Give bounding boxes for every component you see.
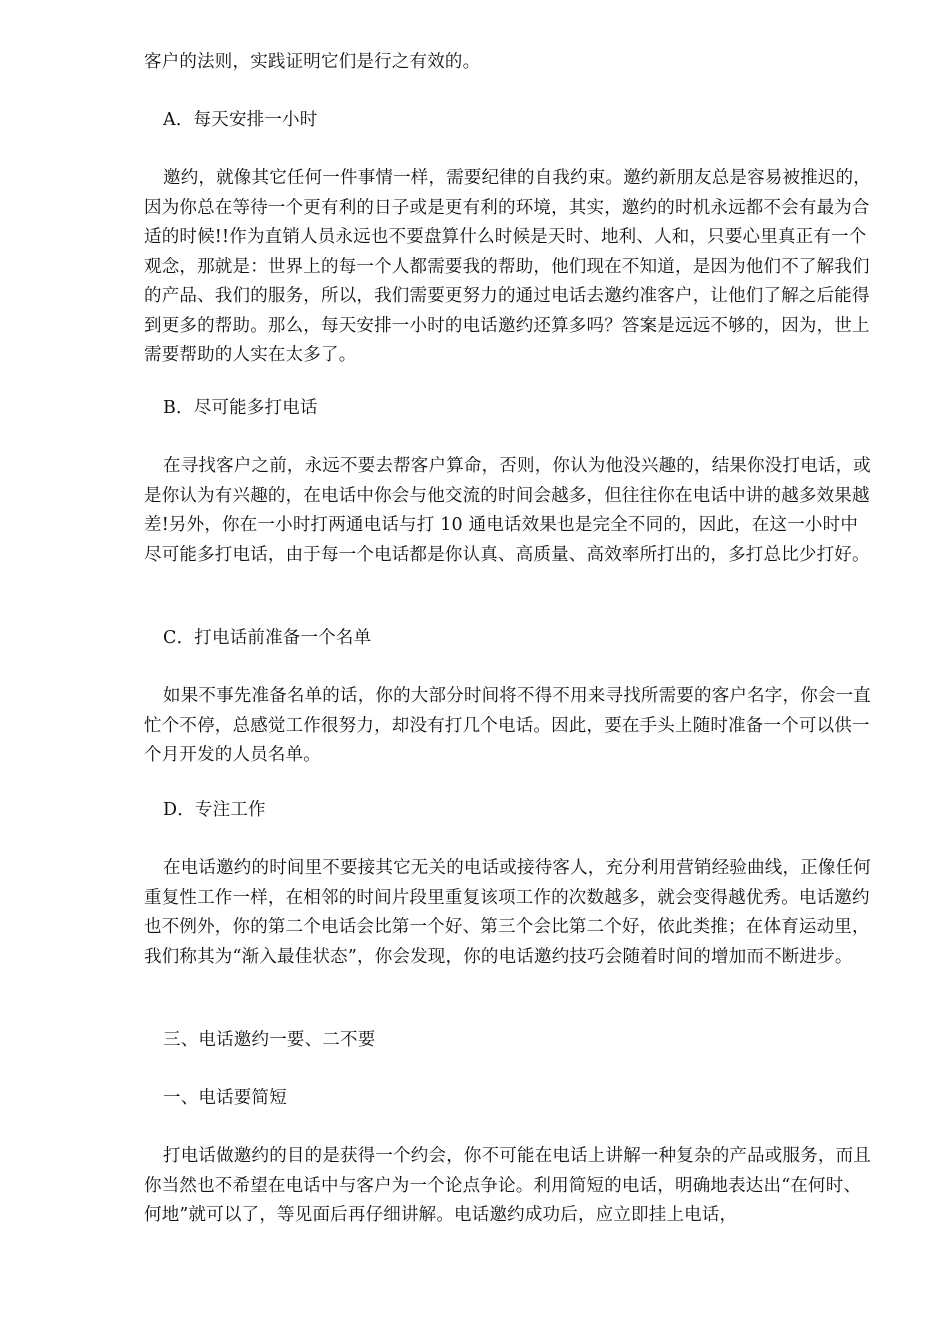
section-a-heading: A．每天安排一小时 <box>163 110 318 130</box>
section-c-heading: C．打电话前准备一个名单 <box>163 628 372 648</box>
section-a-body: 邀约，就像其它任何一件事情一样，需要纪律的自我约束。邀约新朋友总是容易被推迟的，因为你总在等待一个更有利的日子或是更有利的环境，其实，邀约的时机永远都不会有最为合适的时候!!作为直销人员永远也不要盘算什么时候是天时、地利、人和，只要心里真正有一个观念，那就是：世界上的每一个人都需要我的帮助，他们现在不知道，是因为他们不了解我们的产品、我们的服务，所以，我们需要更努力的通过电话去邀约准客户，让他们了解之后能得到更多的帮助。那么，每天安排一小时的电话邀约还算多吗？答案是远远不够的，因为，世上需要帮助的人实在太多了。 <box>144 168 871 365</box>
sub-heading: 一、电话要简短 <box>163 1088 287 1108</box>
section-b-heading: B．尽可能多打电话 <box>163 398 318 418</box>
section-c-body: 如果不事先准备名单的话，你的大部分时间将不得不用来寻找所需要的客户名字，你会一直忙个不停，总感觉工作很努力，却没有打几个电话。因此，要在手头上随时准备一个可以供一个月开发的人员名单。 <box>144 686 871 765</box>
section-d-body: 在电话邀约的时间里不要接其它无关的电话或接待客人，充分利用营销经验曲线，正像任何重复性工作一样，在相邻的时间片段里重复该项工作的次数越多，就会变得越优秀。电话邀约也不例外，你的第二个电话会比第一个好、第三个会比第二个好，依此类推；在体育运动里，我们称其为“渐入最佳状态”，你会发现，你的电话邀约技巧会随着时间的增加而不断进步。 <box>144 858 871 967</box>
section-b-body: 在寻找客户之前，永远不要去帮客户算命，否则，你认为他没兴趣的，结果你没打电话，或是你认为有兴趣的，在电话中你会与他交流的时间会越多，但往往你在电话中讲的越多效果越差!另外，你在一小时打两通电话与打 10 通电话效果也是完全不同的，因此，在这一小时中尽可能多打电话，由于每一个电话都是你认真、高质量、高效率所打出的，多打总比少打好。 <box>144 456 871 565</box>
section-d-heading: D．专注工作 <box>163 800 266 820</box>
last-body-paragraph: 打电话做邀约的目的是获得一个约会，你不可能在电话上讲解一种复杂的产品或服务，而且你当然也不希望在电话中与客户为一个论点争论。利用简短的电话，明确地表达出“在何时、何地”就可以了，等见面后再仔细讲解。电话邀约成功后，应立即挂上电话， <box>144 1146 871 1225</box>
chapter-heading: 三、电话邀约一要、二不要 <box>163 1030 376 1050</box>
intro-tail-paragraph: 客户的法则，实践证明它们是行之有效的。 <box>144 52 481 72</box>
